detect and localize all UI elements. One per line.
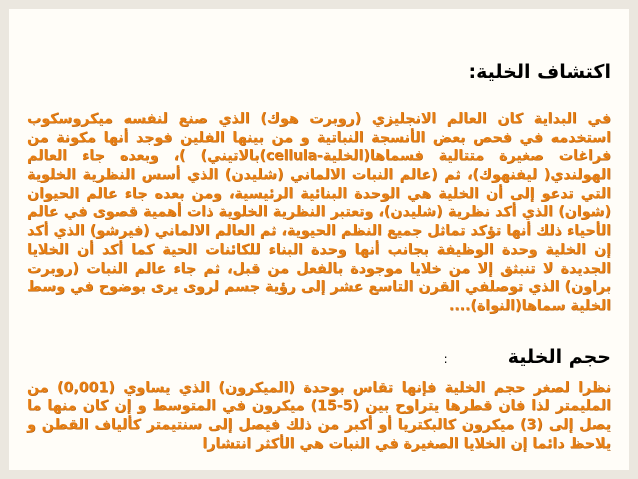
slide-content <box>27 61 611 454</box>
cell-size-title-text: حجم الخلية <box>507 345 611 368</box>
cell-size-paragraph: نظرا لصغر حجم الخلية فإنها تقاس بوحدة (الميكرون) الذي يساوي (0,001) من المليمتر لذا فان قطرها يتراوح بين (5-15) ميكرون في المتوسط و إن كان منها ما يصل إلى (3) ميكرون كالبكتريا أو أكبر من ذلك فيصل إلى سنتيمتر كألياف القطن و يلاحظ دائما إن الخلايا الصغيرة في النبات هي الأكثر انتشارا <box>27 379 611 452</box>
cell-discovery-paragraph: في البداية كان العالم الانجليزي (روبرت هوك) الذي صنع لنفسه ميكروسكوب استخدمه في فحص بعض الأنسجة النباتية و من بينها الفلين فوجد أنها مكونة من فراغات صغيرة متتالية فسماها(الخلية-cellula)بالاتيني) )، وبعده جاء العالم الهولندي( ليفنهوك)، ثم (عالم النبات الالماني (شليدن) الذي أسس النظرية الخلوية التي تدعو إلى أن الخلية هي الوحدة البنائية الرئيسية، ومن بعده جاء عالم الحيوان (شوان) الذي أكد نظرية (شليدن)، وتعتبر النظرية الخلوية ذات أهمية قصوى في عالم الأحياء ذلك أنها تؤكد تماثل جميع النظم الحيوية، ثم العالم الالماني (فيرشو) الذي أكد إن الخلية وحدة الوظيفة بجانب أنها وحدة البناء للكائنات الحية كما أكد أن الخلايا الجديدة لا تنبثق إلا من خلايا موجودة بالفعل من قبل، ثم جاء عالم النبات (روبرت براون) الذي توصلفي القرن التاسع عشر إلى رؤية جسم لروى يرى بوضوح في وسط الخلية سماها(النواة).... <box>27 110 612 315</box>
cell-size-section <box>27 346 611 454</box>
section-title-cell-size <box>27 346 611 369</box>
cell-size-title-colon: : <box>443 351 448 366</box>
section-title-cell-discovery: اكتشاف الخلية: <box>468 61 611 83</box>
